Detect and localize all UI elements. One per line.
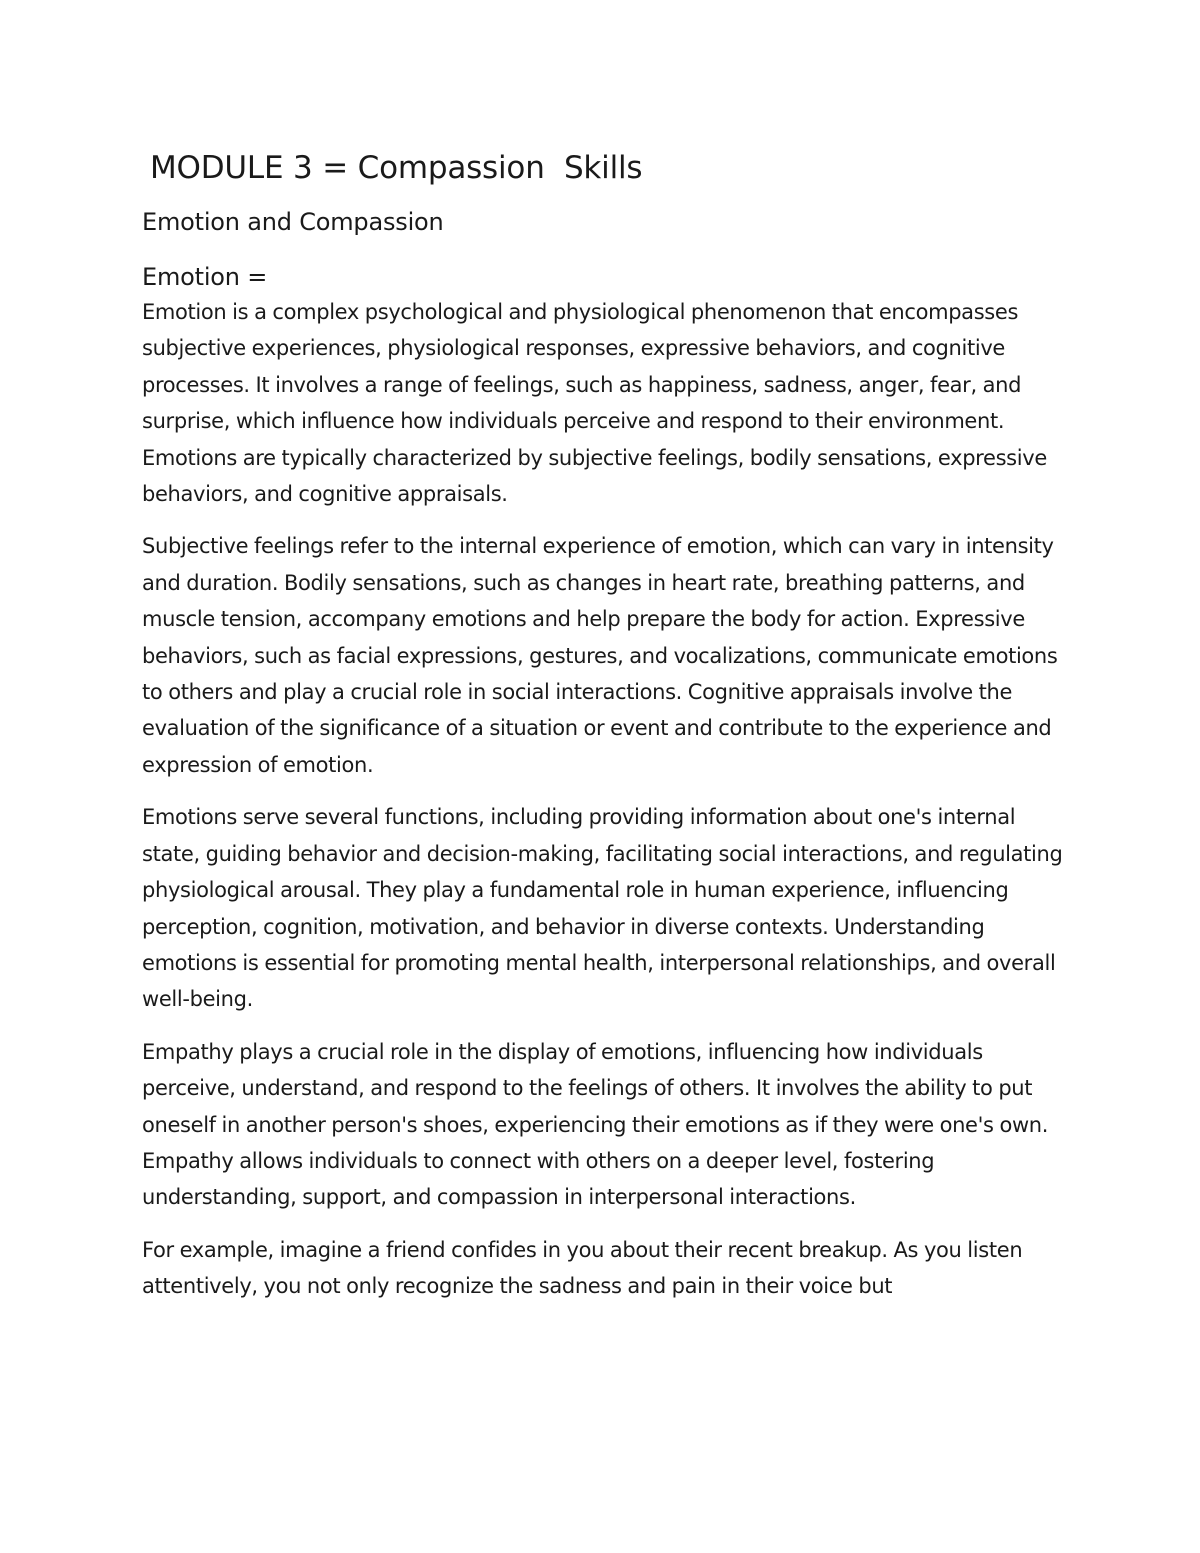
paragraph-empathy-role: Empathy plays a crucial role in the display of emotions, influencing how individuals perceive, understand, and respond to the feelings of others. It involves the ability to put oneself in another person's shoes, experiencing their emotions as if they were one's own. Empathy allows individuals to connect with others on a deeper level, fostering understanding, support, and compassion in interpersonal interactions. (142, 1039, 1049, 1210)
module-title: MODULE 3 = Compassion Skills (150, 150, 643, 186)
term-title: Emotion = (142, 263, 268, 291)
paragraph-emotion-functions: Emotions serve several functions, including providing information about one's internal state, guiding behavior and decision-making, facilitating social interactions, and regulating physiological arousal. They play a fundamental role in human experience, influencing perception, cognition, motivation, and behavior in diverse contexts. Understanding emotions is essential for promoting mental health, interpersonal relationships, and overall well-being. (142, 805, 1063, 1012)
paragraph-example: For example, imagine a friend confides in you about their recent breakup. As you listen attentively, you not only recognize the sadness and pain in their voice but (142, 1237, 1023, 1299)
paragraph-emotion-definition: Emotion is a complex psychological and physiological phenomenon that encompasses subjective experiences, physiological responses, expressive behaviors, and cognitive processes. It involves a range of feelings, such as happiness, sadness, anger, fear, and surprise, which influence how individuals perceive and respond to their environment. Emotions are typically characterized by subjective feelings, bodily sensations, expressive behaviors, and cognitive appraisals. (142, 300, 1047, 507)
paragraph-subjective-feelings: Subjective feelings refer to the internal experience of emotion, which can vary in intensity and duration. Bodily sensations, such as changes in heart rate, breathing patterns, and muscle tension, accompany emotions and help prepare the body for action. Expressive behaviors, such as facial expressions, gestures, and vocalizations, communicate emotions to others and play a crucial role in social interactions. Cognitive appraisals involve the evaluation of the significance of a situation or event and contribute to the experience and expression of emotion. (142, 534, 1058, 777)
document-body (142, 146, 1067, 1305)
section-title: Emotion and Compassion (142, 208, 444, 236)
